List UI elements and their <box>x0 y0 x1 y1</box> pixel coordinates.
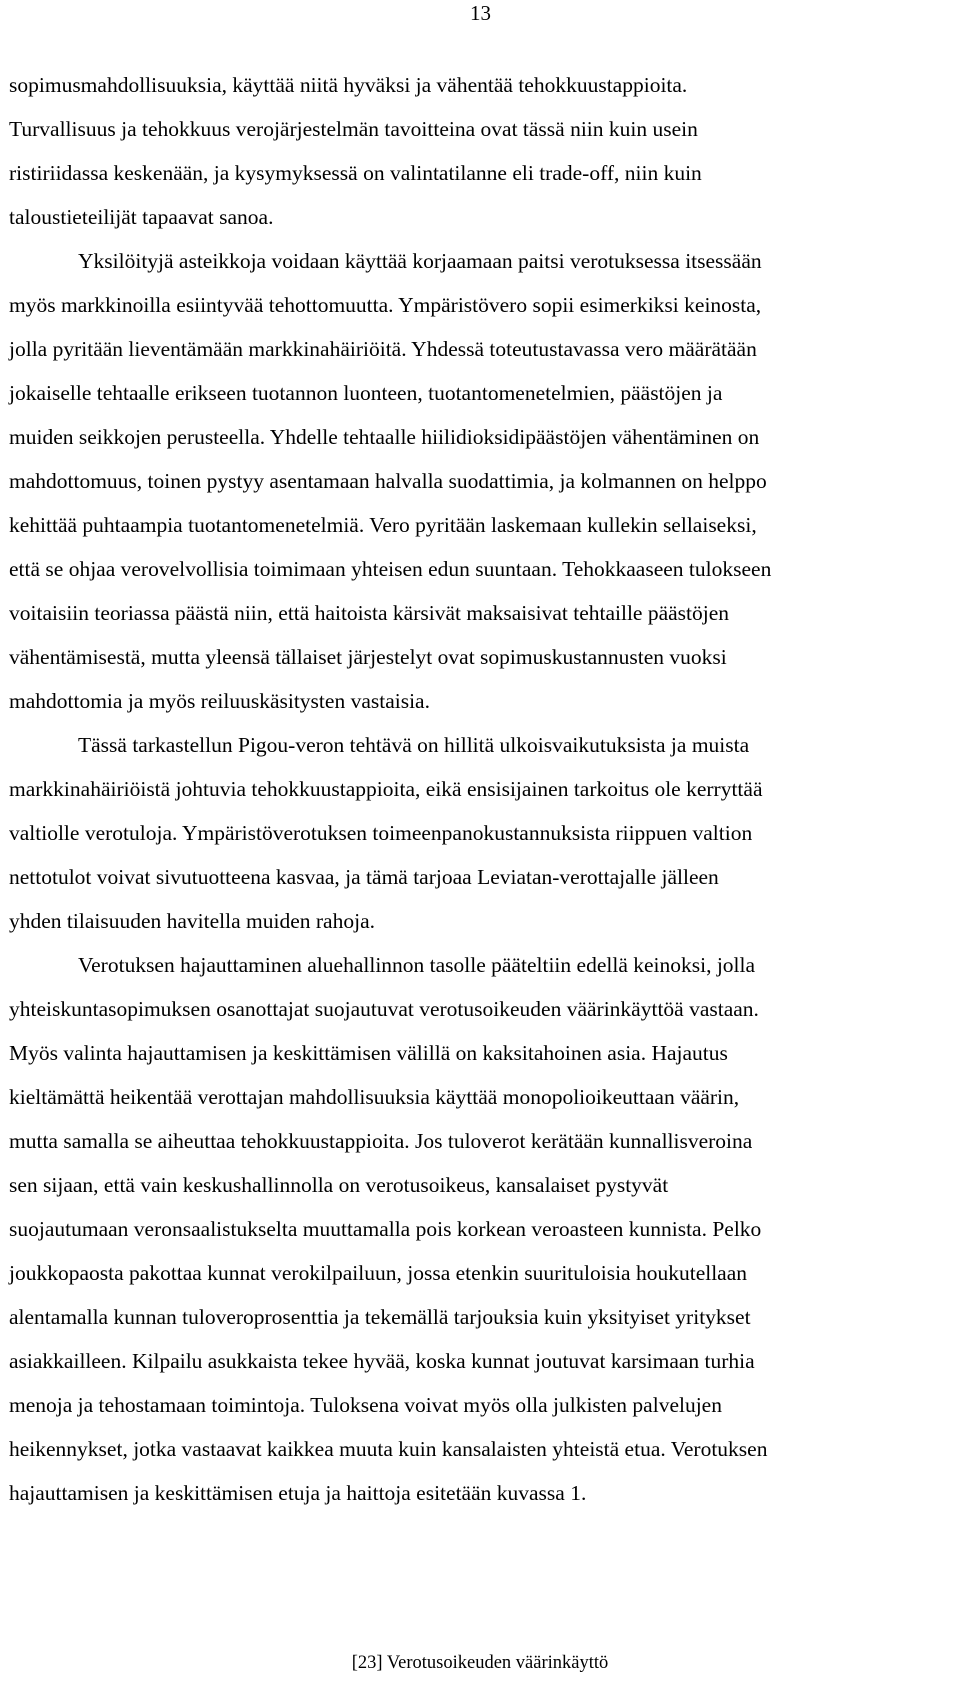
text-line: voitaisiin teoriassa päästä niin, että haitoista kärsivät maksaisivat tehtaille päästöjen <box>9 601 730 625</box>
text-line: muiden seikkojen perusteella. Yhdelle tehtaalle hiilidioksidipäästöjen vähentäminen on <box>9 425 760 449</box>
paragraph-first-line: Verotuksen hajauttaminen aluehallinnon tasolle pääteltiin edellä keinoksi, jolla <box>78 953 756 977</box>
text-line: nettotulot voivat sivutuotteena kasvaa, ja tämä tarjoaa Leviatan-verottajalle jälleen <box>9 865 719 889</box>
text-line: jokaiselle tehtaalle erikseen tuotannon luonteen, tuotantomenetelmien, päästöjen ja <box>9 381 723 405</box>
text-line: mutta samalla se aiheuttaa tehokkuustappioita. Jos tuloverot kerätään kunnallisveroina <box>9 1129 753 1153</box>
text-line: valtiolle verotuloja. Ympäristöverotuksen toimeenpanokustannuksista riippuen valtion <box>9 821 753 845</box>
text-line: mahdottomuus, toinen pystyy asentamaan halvalla suodattimia, ja kolmannen on helppo <box>9 469 767 493</box>
body-text <box>9 63 949 1515</box>
text-line: mahdottomia ja myös reiluuskäsitysten vastaisia. <box>9 689 430 713</box>
page-number: 13 <box>470 1 491 25</box>
text-line: taloustieteilijät tapaavat sanoa. <box>9 205 274 229</box>
text-line: yhteiskuntasopimuksen osanottajat suojautuvat verotusoikeuden väärinkäyttöä vastaan. <box>9 997 759 1021</box>
text-line: menoja ja tehostamaan toimintoja. Tuloksena voivat myös olla julkisten palvelujen <box>9 1393 722 1417</box>
paragraph-first-line: Yksilöityjä asteikkoja voidaan käyttää korjaamaan paitsi verotuksessa itsessään <box>78 249 762 273</box>
paragraph-first-line: Tässä tarkastellun Pigou-veron tehtävä on hillitä ulkoisvaikutuksista ja muista <box>78 733 750 757</box>
page-footer: [23] Verotusoikeuden väärinkäyttö <box>351 1653 609 1673</box>
text-line: sen sijaan, että vain keskushallinnolla on verotusoikeus, kansalaiset pystyvät <box>9 1173 669 1197</box>
text-line: kehittää puhtaampia tuotantomenetelmiä. Vero pyritään laskemaan kullekin sellaiseksi, <box>9 513 757 537</box>
text-line: asiakkailleen. Kilpailu asukkaista tekee hyvää, koska kunnat joutuvat karsimaan turhia <box>9 1349 755 1373</box>
text-line: yhden tilaisuuden havitella muiden rahoja. <box>9 909 375 933</box>
text-line: vähentämisestä, mutta yleensä tällaiset järjestelyt ovat sopimuskustannusten vuoksi <box>9 645 727 669</box>
text-line: Myös valinta hajauttamisen ja keskittämisen välillä on kaksitahoinen asia. Hajautus <box>9 1041 728 1065</box>
text-line: ristiriidassa keskenään, ja kysymyksessä on valintatilanne eli trade-off, niin kuin <box>9 161 702 185</box>
text-line: jolla pyritään lieventämään markkinahäiriöitä. Yhdessä toteutustavassa vero määrätään <box>9 337 757 361</box>
text-line: sopimusmahdollisuuksia, käyttää niitä hyväksi ja vähentää tehokkuustappioita. <box>9 73 688 97</box>
text-line: myös markkinoilla esiintyvää tehottomuutta. Ympäristövero sopii esimerkiksi keinosta, <box>9 293 762 317</box>
text-line: suojautumaan veronsaalistukselta muuttamalla pois korkean veroasteen kunnista. Pelko <box>9 1217 762 1241</box>
text-line: että se ohjaa verovelvollisia toimimaan yhteisen edun suuntaan. Tehokkaaseen tulokseen <box>9 557 772 581</box>
text-line: heikennykset, jotka vastaavat kaikkea muuta kuin kansalaisten yhteistä etua. Verotuksen <box>9 1437 768 1461</box>
text-line: alentamalla kunnan tuloveroprosenttia ja tekemällä tarjouksia kuin yksityiset yritykset <box>9 1305 751 1329</box>
text-line: kieltämättä heikentää verottajan mahdollisuuksia käyttää monopolioikeuttaan väärin, <box>9 1085 740 1109</box>
text-line: markkinahäiriöistä johtuvia tehokkuustappioita, eikä ensisijainen tarkoitus ole kerryttää <box>9 777 763 801</box>
text-line: joukkopaosta pakottaa kunnat verokilpailuun, jossa etenkin suurituloisia houkutellaan <box>9 1261 748 1285</box>
text-line: hajauttamisen ja keskittämisen etuja ja haittoja esitetään kuvassa 1. <box>9 1481 587 1505</box>
text-line: Turvallisuus ja tehokkuus verojärjestelmän tavoitteina ovat tässä niin kuin usein <box>9 117 698 141</box>
